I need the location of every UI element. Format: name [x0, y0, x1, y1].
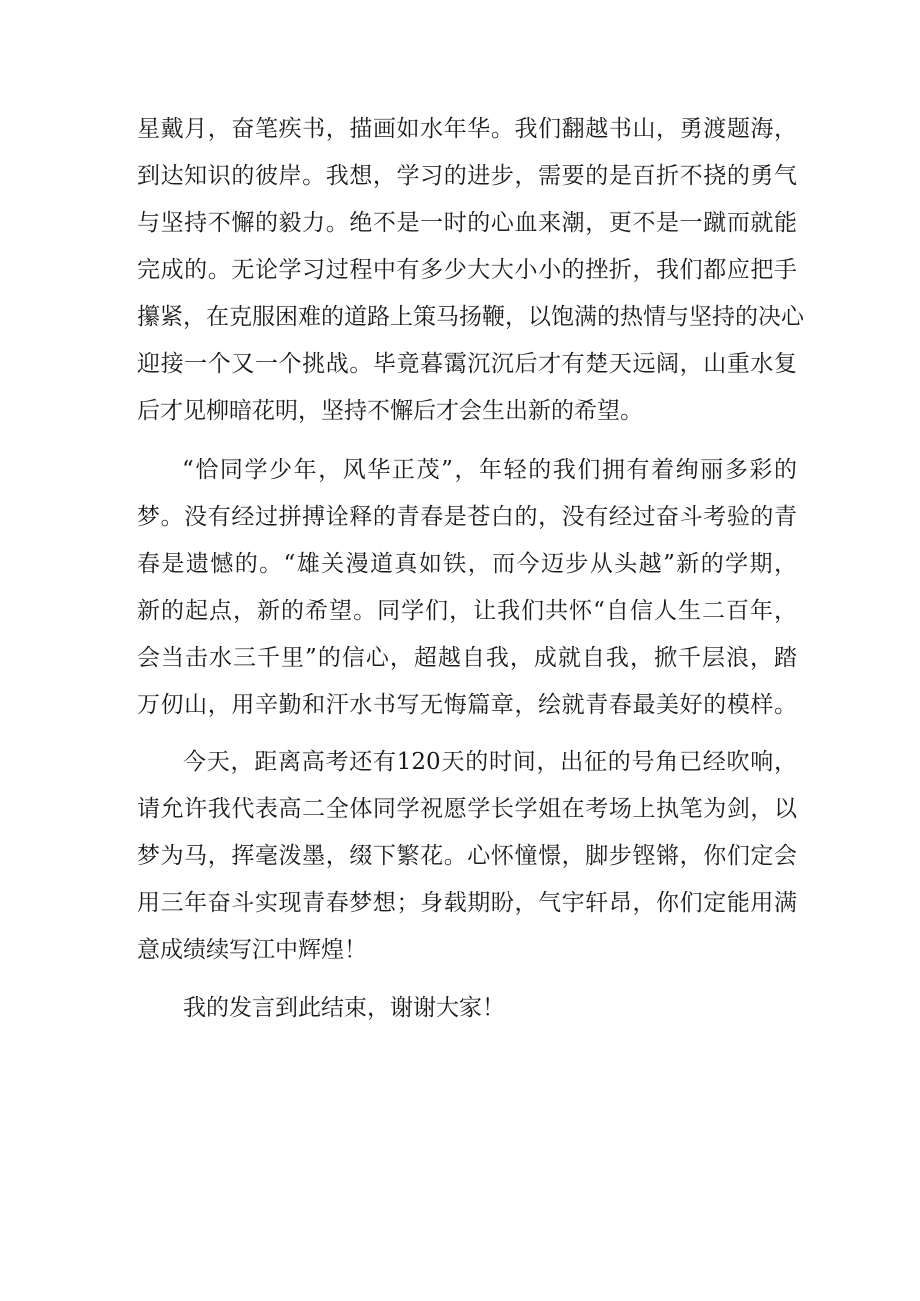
paragraph-3-line-2: 请允许我代表高二全体同学祝愿学长学姐在考场上执笔为剑，以 [137, 796, 797, 822]
paragraph-2-line-2: 梦。没有经过拼搏诠释的青春是苍白的，没有经过奋斗考验的青 [137, 504, 797, 530]
paragraph-3-line-5: 意成绩续写江中辉煌！ [137, 937, 367, 963]
paragraph-1-line-3: 与坚持不懈的毅力。绝不是一时的心血来潮，更不是一蹴而就能 [137, 210, 797, 236]
paragraph-1-line-1: 星戴月，奋笔疾书，描画如水年华。我们翻越书山，勇渡题海， [137, 116, 797, 142]
paragraph-3-line-3: 梦为马，挥毫泼墨，缀下繁花。心怀憧憬，脚步铿锵，你们定会 [137, 843, 797, 869]
paragraph-2-line-3: 春是遗憾的。“雄关漫道真如铁，而今迈步从头越”新的学期， [137, 551, 797, 577]
paragraph-3-line-1: 今天，距离高考还有120天的时间，出征的号角已经吹响， [183, 749, 797, 775]
paragraph-1-line-7: 后才见柳暗花明，坚持不懈后才会生出新的希望。 [137, 398, 643, 424]
paragraph-1-line-6: 迎接一个又一个挑战。毕竟暮霭沉沉后才有楚天远阔，山重水复 [137, 351, 797, 377]
paragraph-1-line-2: 到达知识的彼岸。我想，学习的进步，需要的是百折不挠的勇气 [137, 163, 797, 189]
paragraph-2-line-5: 会当击水三千里”的信心，超越自我，成就自我，掀千层浪，踏 [137, 645, 797, 671]
paragraph-1-line-4: 完成的。无论学习过程中有多少大大小小的挫折，我们都应把手 [137, 257, 797, 283]
paragraph-2-line-6: 万仞山，用辛勤和汗水书写无悔篇章，绘就青春最美好的模样。 [137, 692, 797, 718]
paragraph-3-line-4: 用三年奋斗实现青春梦想；身载期盼，气宇轩昂，你们定能用满 [137, 890, 797, 916]
paragraph-2-line-1: “恰同学少年，风华正茂”，年轻的我们拥有着绚丽多彩的 [182, 457, 797, 483]
paragraph-4-line-1: 我的发言到此结束，谢谢大家！ [183, 995, 505, 1021]
paragraph-2-line-4: 新的起点，新的希望。同学们，让我们共怀“自信人生二百年， [137, 598, 797, 624]
paragraph-1-line-5: 攥紧，在克服困难的道路上策马扬鞭，以饱满的热情与坚持的决心 [137, 304, 804, 330]
